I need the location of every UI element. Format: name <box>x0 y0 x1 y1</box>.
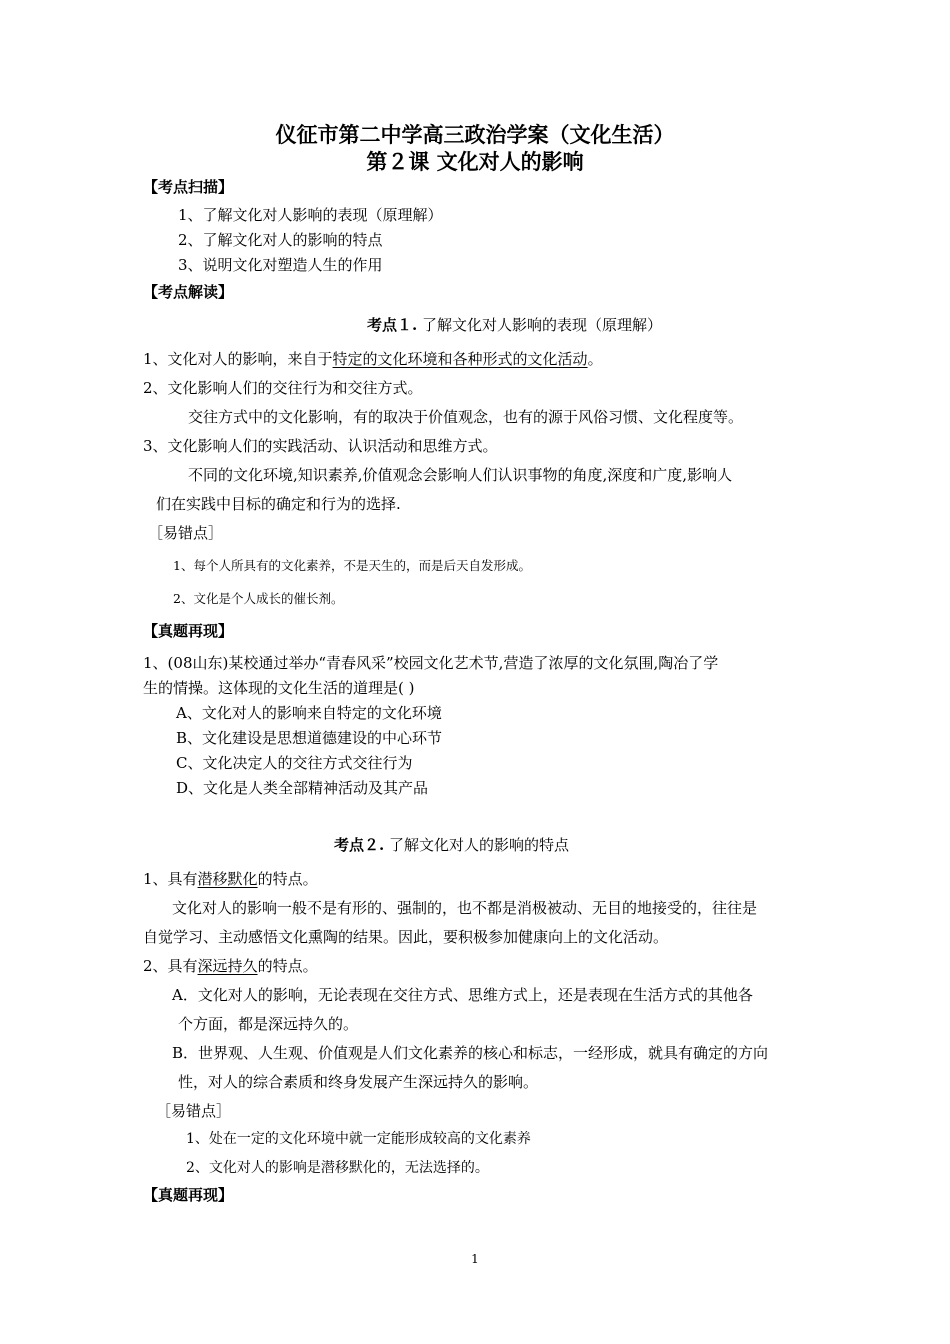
kp2-point-2a: 个方面，都是深远持久的。 <box>178 1015 359 1033</box>
kp2-p2-suffix: 的特点。 <box>257 957 318 975</box>
exam1-question: 生的情操。这体现的文化生活的道理是( ) <box>143 679 415 697</box>
kp1-title-text: 了解文化对人影响的表现（原理解） <box>417 316 663 334</box>
page-title: 仪征市第二中学高三政治学案（文化生活） <box>275 123 675 147</box>
lesson-title: 第２课 文化对人的影响 <box>366 150 584 174</box>
scan-heading: 【考点扫描】 <box>143 178 234 196</box>
kp2-point-1-detail: 文化对人的影响一般不是有形的、强制的，也不都是消极被动、无目的地接受的，往往是 <box>172 899 758 917</box>
kp2-title <box>334 835 569 855</box>
reading-heading: 【考点解读】 <box>143 283 234 301</box>
kp2-title-label: 考点２. <box>334 836 385 854</box>
kp1-p1-prefix: 1、文化对人的影响，来自于 <box>143 350 333 368</box>
kp1-mistake-heading: ［易错点］ <box>148 524 224 542</box>
kp1-point-2-detail: 交往方式中的文化影响，有的取决于价值观念，也有的源于风俗习惯、文化程度等。 <box>188 408 744 426</box>
kp1-p1-underline: 特定的文化环境和各种形式的文化活动 <box>332 350 588 368</box>
kp2-point-2 <box>143 956 318 976</box>
kp2-point-2b: 性，对人的综合素质和终身发展产生深远持久的影响。 <box>178 1073 539 1091</box>
kp1-point-3-detail: 们在实践中目标的确定和行为的选择. <box>156 495 401 513</box>
kp1-point-1 <box>143 349 603 369</box>
kp1-mistake-item: 1、每个人所具有的文化素养，不是天生的，而是后天自发形成。 <box>173 558 531 573</box>
kp2-p1-suffix: 的特点。 <box>257 870 318 888</box>
exam1-option: B、文化建设是思想道德建设的中心环节 <box>176 729 443 747</box>
kp1-mistake-item: 2、文化是个人成长的催长剂。 <box>173 591 344 606</box>
kp1-point-3-detail: 不同的文化环境,知识素养,价值观念会影响人们认识事物的角度,深度和广度,影响人 <box>188 466 733 484</box>
kp1-p1-suffix: 。 <box>587 350 603 368</box>
exam1-heading: 【真题再现】 <box>143 622 234 640</box>
kp2-point-2a: A．文化对人的影响，无论表现在交往方式、思维方式上，还是表现在生活方式的其他各 <box>172 986 753 1004</box>
kp2-point-2b: B．世界观、人生观、价值观是人们文化素养的核心和标志，一经形成，就具有确定的方向 <box>172 1044 769 1062</box>
kp1-point-3: 3、文化影响人们的实践活动、认识活动和思维方式。 <box>143 437 498 455</box>
kp1-title <box>367 315 662 335</box>
kp2-p1-underline: 潜移默化 <box>197 870 258 888</box>
kp2-mistake-heading: ［易错点］ <box>156 1102 232 1120</box>
exam2-heading: 【真题再现】 <box>143 1186 234 1204</box>
kp2-point-1-detail: 自觉学习、主动感悟文化熏陶的结果。因此，要积极参加健康向上的文化活动。 <box>143 928 669 946</box>
exam1-option: A、文化对人的影响来自特定的文化环境 <box>176 704 442 722</box>
kp2-p2-underline: 深远持久 <box>197 957 258 975</box>
kp2-p2-prefix: 2、具有 <box>143 957 198 975</box>
scan-item: 1、了解文化对人影响的表现（原理解） <box>178 206 443 224</box>
exam1-option: D、文化是人类全部精神活动及其产品 <box>176 779 429 797</box>
scan-item: 3、说明文化对塑造人生的作用 <box>178 256 383 274</box>
kp1-point-2: 2、文化影响人们的交往行为和交往方式。 <box>143 379 423 397</box>
kp2-mistake-item: 1、处在一定的文化环境中就一定能形成较高的文化素养 <box>186 1131 531 1147</box>
kp2-mistake-item: 2、文化对人的影响是潜移默化的，无法选择的。 <box>186 1160 489 1176</box>
kp2-title-text: 了解文化对人的影响的特点 <box>384 836 570 854</box>
kp1-title-label: 考点１. <box>367 316 418 334</box>
exam1-question: 1、(08山东)某校通过举办“青春风采”校园文化艺术节,营造了浓厚的文化氛围,陶冶了学 <box>143 654 719 672</box>
kp2-p1-prefix: 1、具有 <box>143 870 198 888</box>
scan-item: 2、了解文化对人的影响的特点 <box>178 231 383 249</box>
kp2-point-1 <box>143 869 318 889</box>
exam1-option: C、文化决定人的交往方式交往行为 <box>176 754 413 772</box>
page-number: 1 <box>471 1252 479 1266</box>
